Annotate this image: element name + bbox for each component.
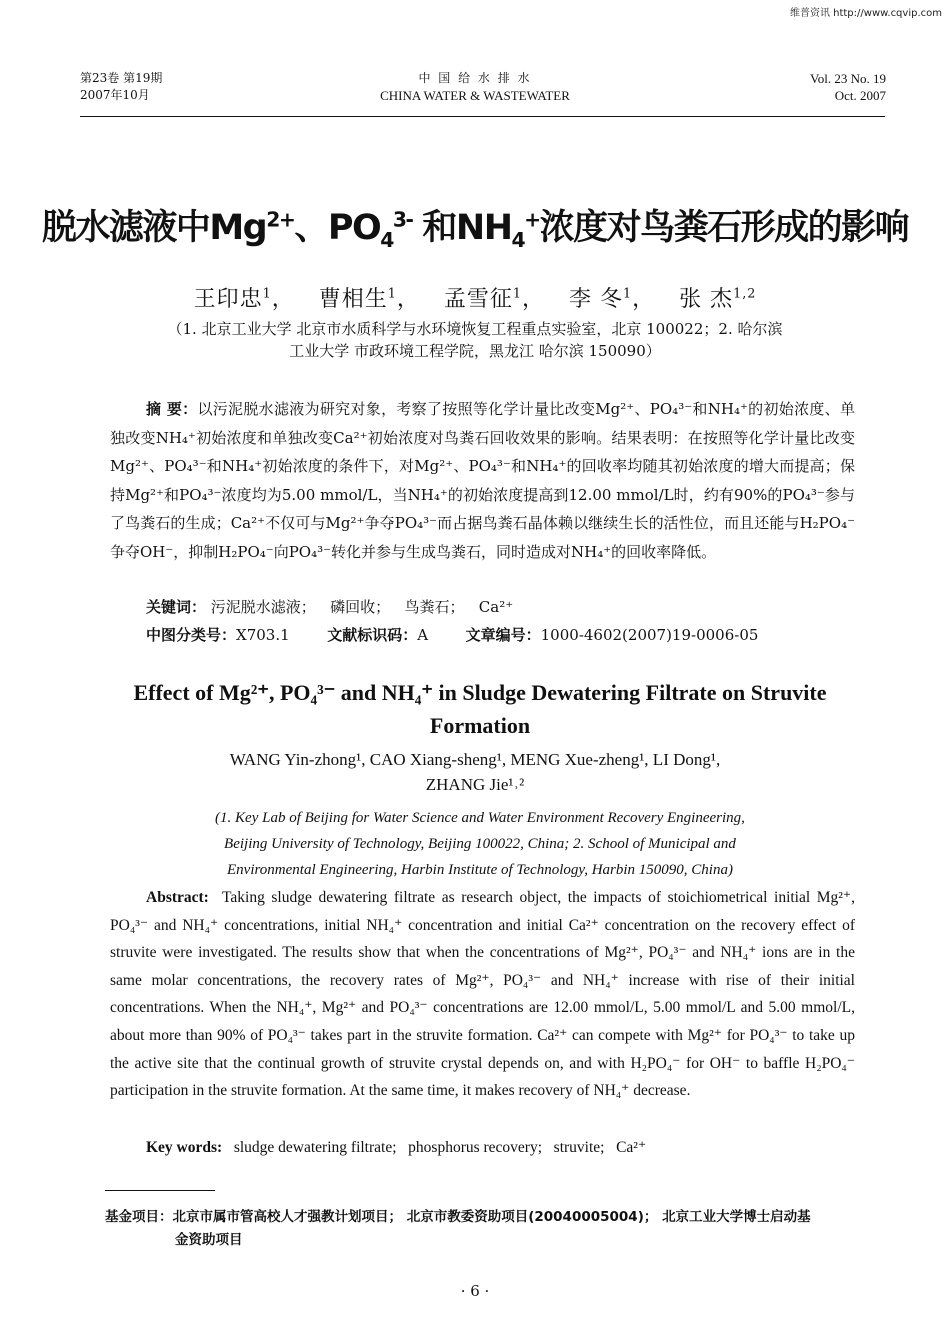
volume-issue-cn: 第23卷 第19期 bbox=[80, 71, 163, 85]
authors-cn bbox=[0, 282, 950, 313]
author-cn: 张 杰$^{1,2}$ bbox=[679, 286, 757, 312]
affiliation-en: (1. Key Lab of Beijing for Water Science and Water Environment Recovery Engineering, Beijing University of Technology, Beijing 100022, China; 2. School of Municipal and Environmental Engineering, Harbin Institute of Technology, Harbin 150090, China) bbox=[215, 810, 745, 878]
article-number: 1000-4602(2007)19-0006-05 bbox=[540, 626, 759, 644]
keywords-en: Key words: sludge dewatering filtrate; phosphorus recovery; struvite; Ca²⁺ bbox=[146, 1139, 647, 1156]
author-cn: 李 冬$^1$， bbox=[569, 286, 672, 312]
abstract-cn bbox=[110, 395, 855, 566]
title-cn: 脱水滤液中$Mg^{2+}$、$PO_4^{3-}$ 和$NH_4^+$浓度对鸟粪石形成的影响 bbox=[41, 207, 909, 252]
header-right bbox=[810, 70, 886, 104]
watermark: 维普资讯 http://www.cqvip.com bbox=[789, 8, 942, 19]
keywords-cn-label: 关键词： bbox=[146, 598, 207, 616]
keywords-cn: 关键词： 污泥脱水滤液； 磷回收； 鸟粪石； Ca²⁺ bbox=[146, 598, 514, 616]
keywords-en-label: Key words: bbox=[146, 1139, 223, 1156]
header-center bbox=[0, 70, 950, 104]
journal-name-en: CHINA WATER & WASTEWATER bbox=[380, 88, 570, 103]
author-cn: 曹相生$^1$， bbox=[318, 286, 436, 312]
date-cn: 2007年10月 bbox=[80, 88, 150, 102]
journal-name-cn: 中 国 给 水 排 水 bbox=[418, 71, 532, 85]
abstract-en bbox=[110, 884, 855, 1105]
doc-code: A bbox=[417, 626, 429, 644]
abstract-en-label: Abstract: bbox=[146, 889, 209, 906]
author-cn: 孟雪征$^1$， bbox=[443, 286, 561, 312]
abstract-en-text: Taking sludge dewatering filtrate as research object, the impacts of stoichiometrical initial Mg²⁺, PO₄³⁻ and NH₄⁺ concentrations, initial NH₄⁺ concentration and initial Ca²⁺ concentration on the recovery effect of struvite were investigated. The results show that when the concentrations of Mg²⁺, PO₄³⁻ and NH₄⁺ ions are in the same molar concentrations, the recovery rates of Mg²⁺, PO₄³⁻ and NH₄⁺ increase with rise of their initial concentrations. When the NH₄⁺, Mg²⁺ and PO₄³⁻ concentrations are 12.00 mmol/L, 5.00 mmol/L and 5.00 mmol/L, about more than 90% of PO₄³⁻ takes part in the struvite formation. Ca²⁺ can compete with Mg²⁺ for PO₄³⁻ to take up the active site that the continual growth of struvite crystal depends on, and with H₂PO₄⁻ for OH⁻ to baffle H₂PO₄⁻ participation in the struvite formation. At the same time, it makes recovery of NH₄⁺ decrease. bbox=[110, 889, 855, 1100]
header-rule bbox=[80, 116, 885, 117]
page-number: · 6 · bbox=[460, 1282, 490, 1300]
date-en: Oct. 2007 bbox=[834, 88, 886, 103]
clc-code: X703.1 bbox=[236, 626, 290, 644]
title-en: Effect of Mg²⁺, PO₄³⁻ and NH₄⁺ in Sludge Dewatering Filtrate on Struvite Formation bbox=[133, 680, 827, 738]
classification: 中图分类号：X703.1 文献标识码：A 文章编号：1000-4602(2007)19-0006-05 bbox=[146, 626, 759, 644]
affiliation-cn: （1. 北京工业大学 北京市水质科学与水环境恢复工程重点实验室，北京 100022；2. 哈尔滨 工业大学 市政环境工程学院，黑龙江 哈尔滨 150090） bbox=[167, 320, 783, 360]
abstract-cn-label: 摘 要： bbox=[146, 400, 198, 418]
footnote-rule bbox=[105, 1190, 215, 1191]
author-cn: 王印忠$^1$， bbox=[193, 286, 311, 312]
funding-note: 基金项目：北京市属市管高校人才强教计划项目； 北京市教委资助项目(20040005004)； 北京工业大学博士启动基 金资助项目 bbox=[105, 1209, 811, 1248]
authors-en: WANG Yin-zhong¹, CAO Xiang-sheng¹, MENG Xue-zheng¹, LI Dong¹, ZHANG Jie¹˒² bbox=[229, 750, 721, 794]
abstract-cn-text: 以污泥脱水滤液为研究对象，考察了按照等化学计量比改变Mg²⁺、PO₄³⁻和NH₄⁺的初始浓度、单独改变NH₄⁺初始浓度和单独改变Ca²⁺初始浓度对鸟粪石回收效果的影响。结果表明：在按照等化学计量比改变Mg²⁺、PO₄³⁻和NH₄⁺初始浓度的条件下，对Mg²⁺、PO₄³⁻和NH₄⁺的回收率均随其初始浓度的增大而提高；保持Mg²⁺和PO₄³⁻浓度均为5.00 mmol/L，当NH₄⁺的初始浓度提高到12.00 mmol/L时，约有90%的PO₄³⁻参与了鸟粪石的生成；Ca²⁺不仅可与Mg²⁺争夺PO₄³⁻而占据鸟粪石晶体赖以继续生长的活性位，而且还能与H₂PO₄⁻争夺OH⁻，抑制H₂PO₄⁻向PO₄³⁻转化并参与生成鸟粪石，同时造成对NH₄⁺的回收率降低。 bbox=[110, 400, 855, 561]
volume-issue-en: Vol. 23 No. 19 bbox=[810, 71, 886, 86]
